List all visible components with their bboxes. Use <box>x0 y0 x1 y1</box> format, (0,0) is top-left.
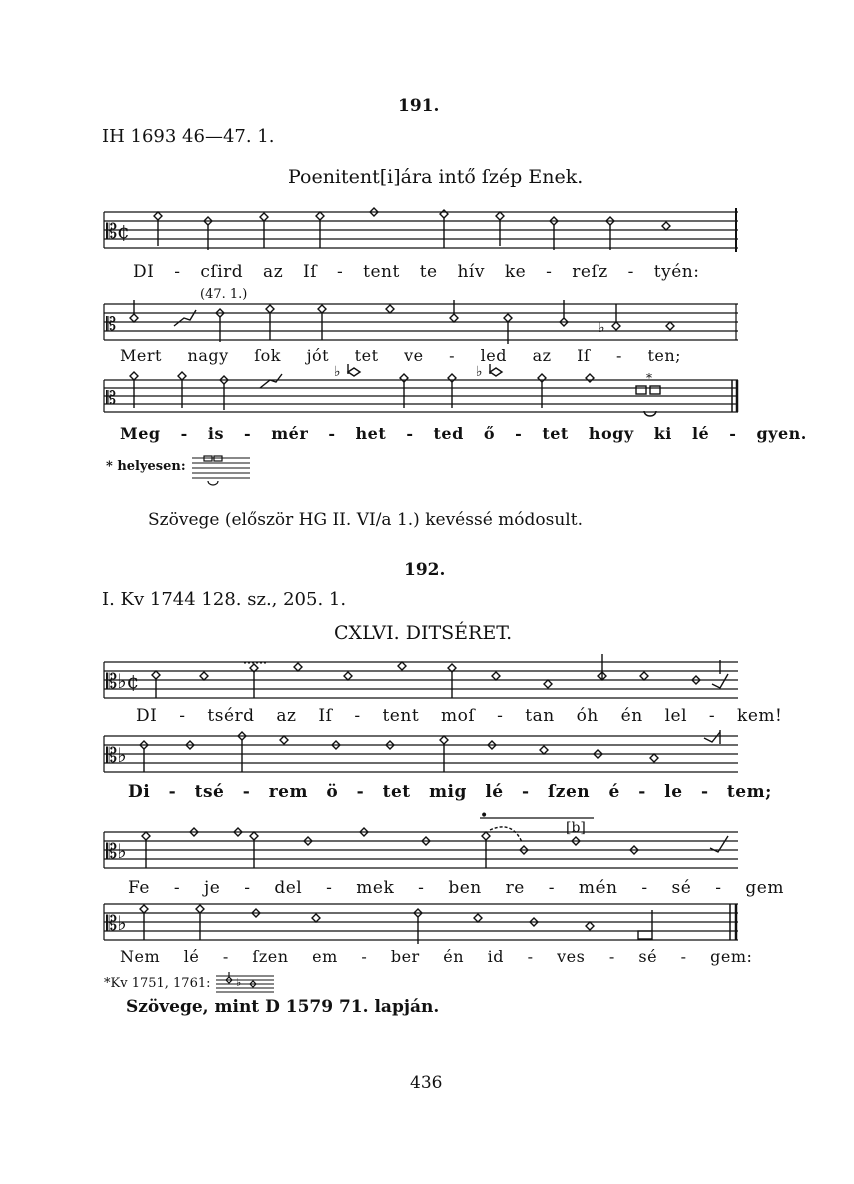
footnote-staff <box>192 452 252 488</box>
lyrics-line: Mert nagy ſok jót tet ve - led az Iſ - ten; <box>120 346 682 365</box>
music-staff <box>104 364 744 424</box>
page-reference: (47. 1.) <box>200 287 248 302</box>
lyrics-line: Nem lé - ſzen em - ber én id - ves - sé - gem: <box>120 947 753 966</box>
svg-text:𝄡♭: 𝄡♭ <box>106 911 127 935</box>
lyrics-line: Di - tsé - rem ö - tet mig lé - ſzen é - le - tem; <box>128 782 772 802</box>
music-staff <box>104 300 744 348</box>
music-staff <box>104 728 744 776</box>
svg-text:•: • <box>480 808 489 824</box>
music-staff <box>104 808 744 872</box>
svg-text:♭: ♭ <box>598 320 605 336</box>
music-staff <box>104 900 744 948</box>
lyrics-line: Meg - is - mér - het - ted ő - tet hogy ki lé - gyen. <box>120 424 807 443</box>
hymn-title: CXLVI. DITSÉRET. <box>334 622 513 644</box>
footnote-label: * helyesen: <box>106 459 186 474</box>
text-remark: Szövege, mint D 1579 71. lapján. <box>126 997 440 1017</box>
svg-text:𝄡♭¢: 𝄡♭¢ <box>106 669 140 693</box>
lyrics-line: Fe - je - del - mek - ben re - mén - sé - gem <box>128 878 784 898</box>
page-number: 436 <box>410 1073 443 1093</box>
svg-text:♭: ♭ <box>476 364 483 380</box>
hymn-number: 192. <box>404 560 446 580</box>
source-reference: I. Kv 1744 128. sz., 205. 1. <box>102 589 347 610</box>
music-staff <box>104 654 744 702</box>
svg-text:𝄡: 𝄡 <box>106 314 117 335</box>
svg-text:*: * <box>646 371 652 385</box>
bracket-mark: [b] <box>566 820 586 836</box>
hymn-number: 191. <box>398 96 440 116</box>
hymn-title: Poenitent[i]ára intő ſzép Enek. <box>288 166 584 188</box>
svg-text:♭: ♭ <box>236 976 242 989</box>
source-reference: IH 1693 46—47. 1. <box>102 126 275 147</box>
svg-text:𝄡♭: 𝄡♭ <box>106 839 127 863</box>
svg-text:𝄡¢: 𝄡¢ <box>106 219 130 243</box>
lyrics-line: DI - tsérd az Iſ - tent moſ - tan óh én lel - kem! <box>136 706 783 726</box>
text-remark: Szövege (először HG II. VI/a 1.) kevéssé módosult. <box>148 510 583 530</box>
footnote-staff <box>216 972 276 996</box>
svg-text:♭: ♭ <box>334 364 341 380</box>
music-staff <box>104 208 744 256</box>
lyrics-line: DI - cſird az Iſ - tent te hív ke - reſz - tyén: <box>133 262 700 282</box>
svg-text:𝄡: 𝄡 <box>106 388 117 409</box>
svg-text:𝄡♭: 𝄡♭ <box>106 743 127 767</box>
footnote-label: *Kv 1751, 1761: <box>104 976 211 991</box>
